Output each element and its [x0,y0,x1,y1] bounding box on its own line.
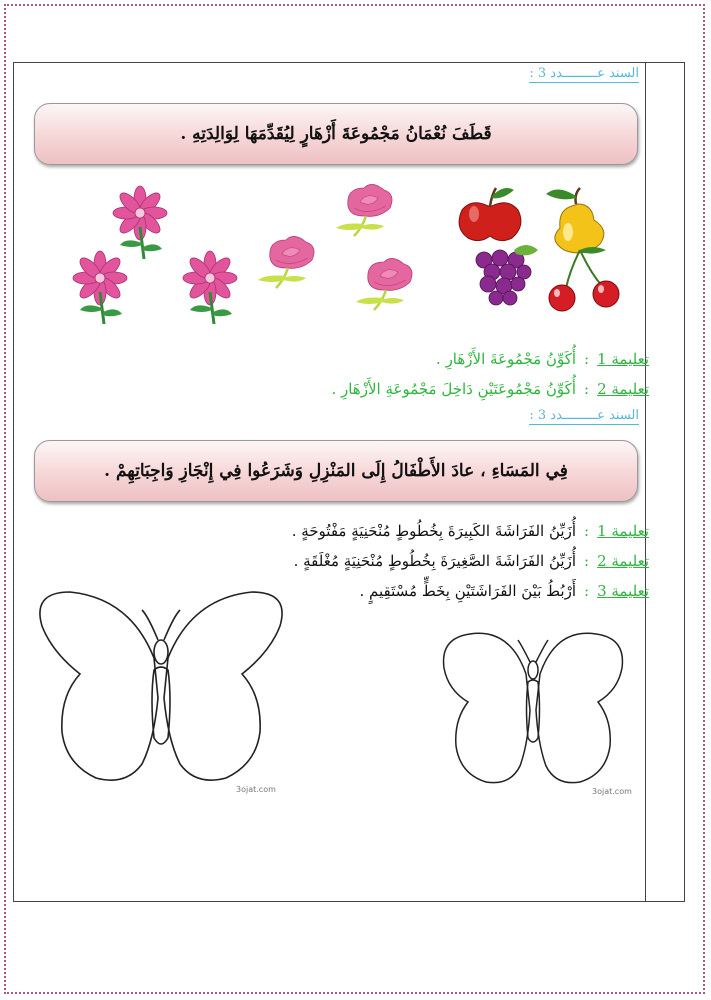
instruction-text: أُكَوِّنُ مَجْمُوعَةَ الأَزْهَارِ . [436,350,576,368]
instruction-label: تعليمة 1 [597,522,649,540]
story-text-1: قَطَفَ نُعْمَانُ مَجْمُوعَةَ أَزْهَارٍ لِيُقَدِّمَهَا لِوَالِدَتِهِ . [180,124,492,144]
flower-icon [183,251,237,324]
watermark-large: 3ojat.com [236,785,276,794]
instruction-text: أُزَيِّنُ الفَرَاشَةَ الكَبِيرَةَ بِخُطُوطٍ مُنْحَنِيَةٍ مَفْتُوحَةٍ . [291,522,576,540]
small-butterfly [430,598,636,798]
rose-icon [258,236,314,288]
side-column-divider [645,62,646,902]
instruction-separator: : [584,522,590,540]
large-butterfly [30,578,300,798]
flower-icon [113,186,167,259]
instruction-text: أُكَوِّنُ مَجْمُوعَتَيْنِ دَاخِلَ مَجْمُوعَةِ الأَزْهَارِ . [331,380,576,398]
instruction-label: تعليمة 2 [597,552,649,570]
support-label-1: السند عـــــــــدد 3 : [529,66,639,81]
rose-icon [336,184,392,236]
instruction-separator: : [584,552,590,570]
instruction-label: تعليمة 2 [597,380,649,398]
apple-icon [459,188,521,241]
support-label-2: السند عـــــــــدد 3 : [529,408,639,423]
instruction-label: تعليمة 1 [597,350,649,368]
pear-icon [546,188,604,253]
instruction-row-1-2 [331,380,649,398]
instruction-separator: : [584,582,590,600]
instruction-separator: : [584,350,590,368]
instruction-row-2-2 [294,552,649,570]
rose-icon [356,258,412,310]
instruction-label: تعليمة 3 [597,582,649,600]
butterfly-icon [40,592,282,780]
watermark-small: 3ojat.com [592,787,632,796]
instruction-row-1-1 [436,350,649,368]
instruction-text: أُزَيِّنُ الفَرَاشَةَ الصَّغِيرَةَ بِخُطُوطٍ مُنْحَنِيَةٍ مُغْلَقَةٍ . [293,552,576,570]
cherries-icon [549,247,619,311]
flower-icon [73,251,127,324]
instruction-separator: : [584,380,590,398]
story-box-1 [34,103,638,165]
grapes-icon [476,245,538,305]
instruction-row-2-1 [292,522,649,540]
story-box-2 [34,440,638,502]
instruction-text: أَرْبُطُ بَيْنَ الفَرَاشَتَيْنِ بِخَطٍّ مُسْتَقِيمٍ . [359,582,576,600]
butterfly-icon [444,633,623,782]
story-text-2: فِي المَسَاءِ ، عادَ الأَطْفَالُ إِلَى المَنْزِلِ وَشَرَعُوا فِي إِنْجَازِ وَاجِبَاتِهِمْ . [104,461,568,481]
flowers-and-fruits-illustration [60,180,640,330]
